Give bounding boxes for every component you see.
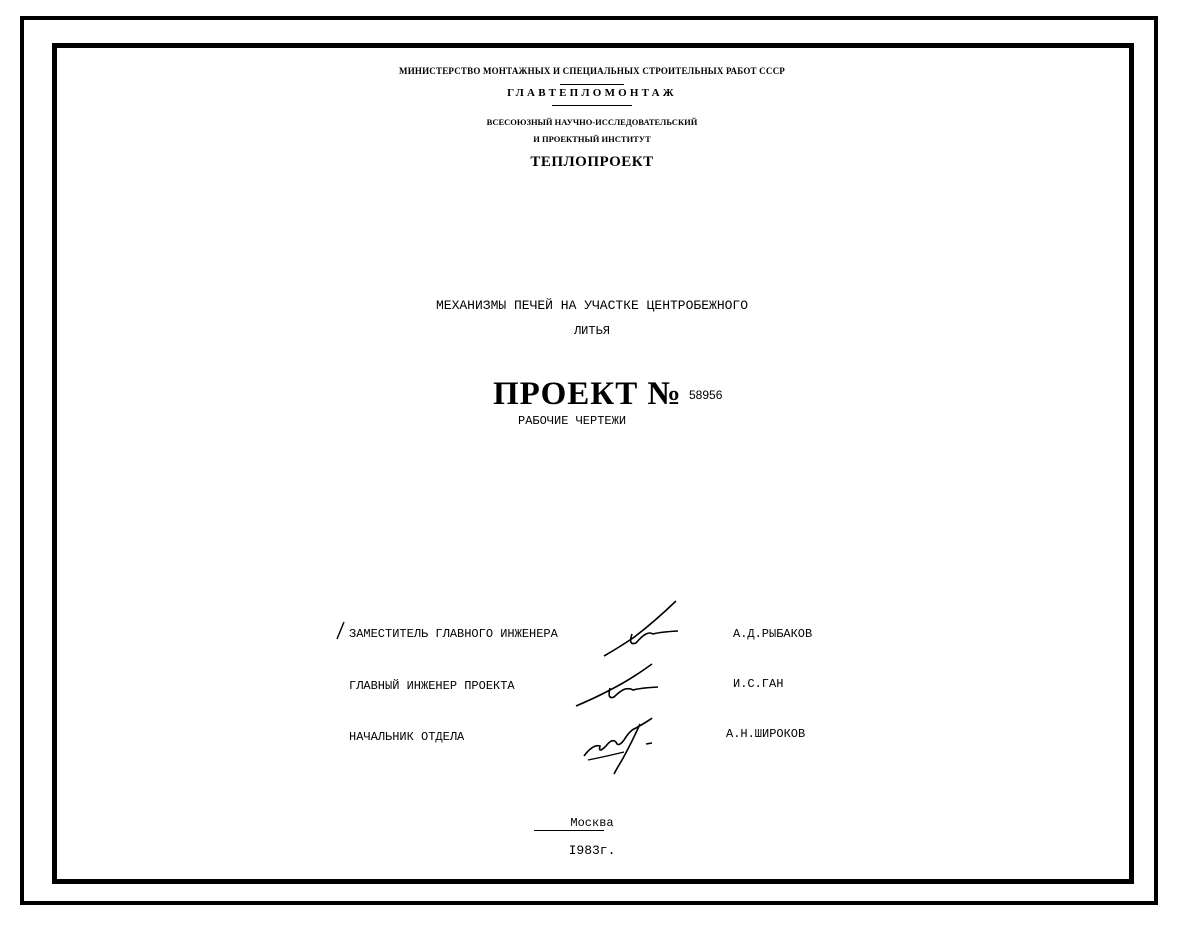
footer-city: Москва [570, 816, 614, 830]
subject-line-2: ЛИТЬЯ [573, 324, 610, 338]
project-heading [493, 376, 723, 413]
signature-name-2: И.С.ГАН [733, 677, 784, 691]
footer-year: I983г. [568, 843, 616, 858]
signature-name-3: А.Н.ШИРОКОВ [726, 727, 806, 741]
signature-role-1: ЗАМЕСТИТЕЛЬ ГЛАВНОГО ИНЖЕНЕРА [349, 627, 558, 641]
subject-line-1: МЕХАНИЗМЫ ПЕЧЕЙ НА УЧАСТКЕ ЦЕНТРОБЕЖНОГО [435, 298, 749, 313]
signature-name-1: А.Д.РЫБАКОВ [733, 627, 813, 641]
project-title: ПРОЕКТ № [493, 376, 682, 412]
institute-name: ТЕПЛОПРОЕКТ [530, 154, 654, 170]
dept-rule-top [560, 84, 624, 85]
institute-line-2: И ПРОЕКТНЫЙ ИНСТИТУТ [533, 134, 651, 144]
project-number: 58956 [689, 388, 723, 402]
main-department: ГЛАВТЕПЛОМОНТАЖ [507, 87, 677, 99]
ministry-title: МИНИСТЕРСТВО МОНТАЖНЫХ И СПЕЦИАЛЬНЫХ СТРОИТЕЛЬНЫХ РАБОТ СССР [399, 66, 785, 76]
signature-role-3: НАЧАЛЬНИК ОТДЕЛА [349, 730, 465, 744]
institute-line-1: ВСЕСОЮЗНЫЙ НАУЧНО-ИССЛЕДОВАТЕЛЬСКИЙ [486, 117, 698, 127]
dept-rule-bottom [552, 105, 632, 106]
signature-role-2: ГЛАВНЫЙ ИНЖЕНЕР ПРОЕКТА [349, 679, 515, 693]
city-underline [534, 830, 604, 831]
signature-2-icon [570, 660, 665, 708]
project-subtitle: РАБОЧИЕ ЧЕРТЕЖИ [518, 414, 627, 428]
tick-mark-icon [334, 620, 348, 642]
signature-1-icon [598, 598, 688, 660]
signature-3-icon [578, 716, 668, 776]
